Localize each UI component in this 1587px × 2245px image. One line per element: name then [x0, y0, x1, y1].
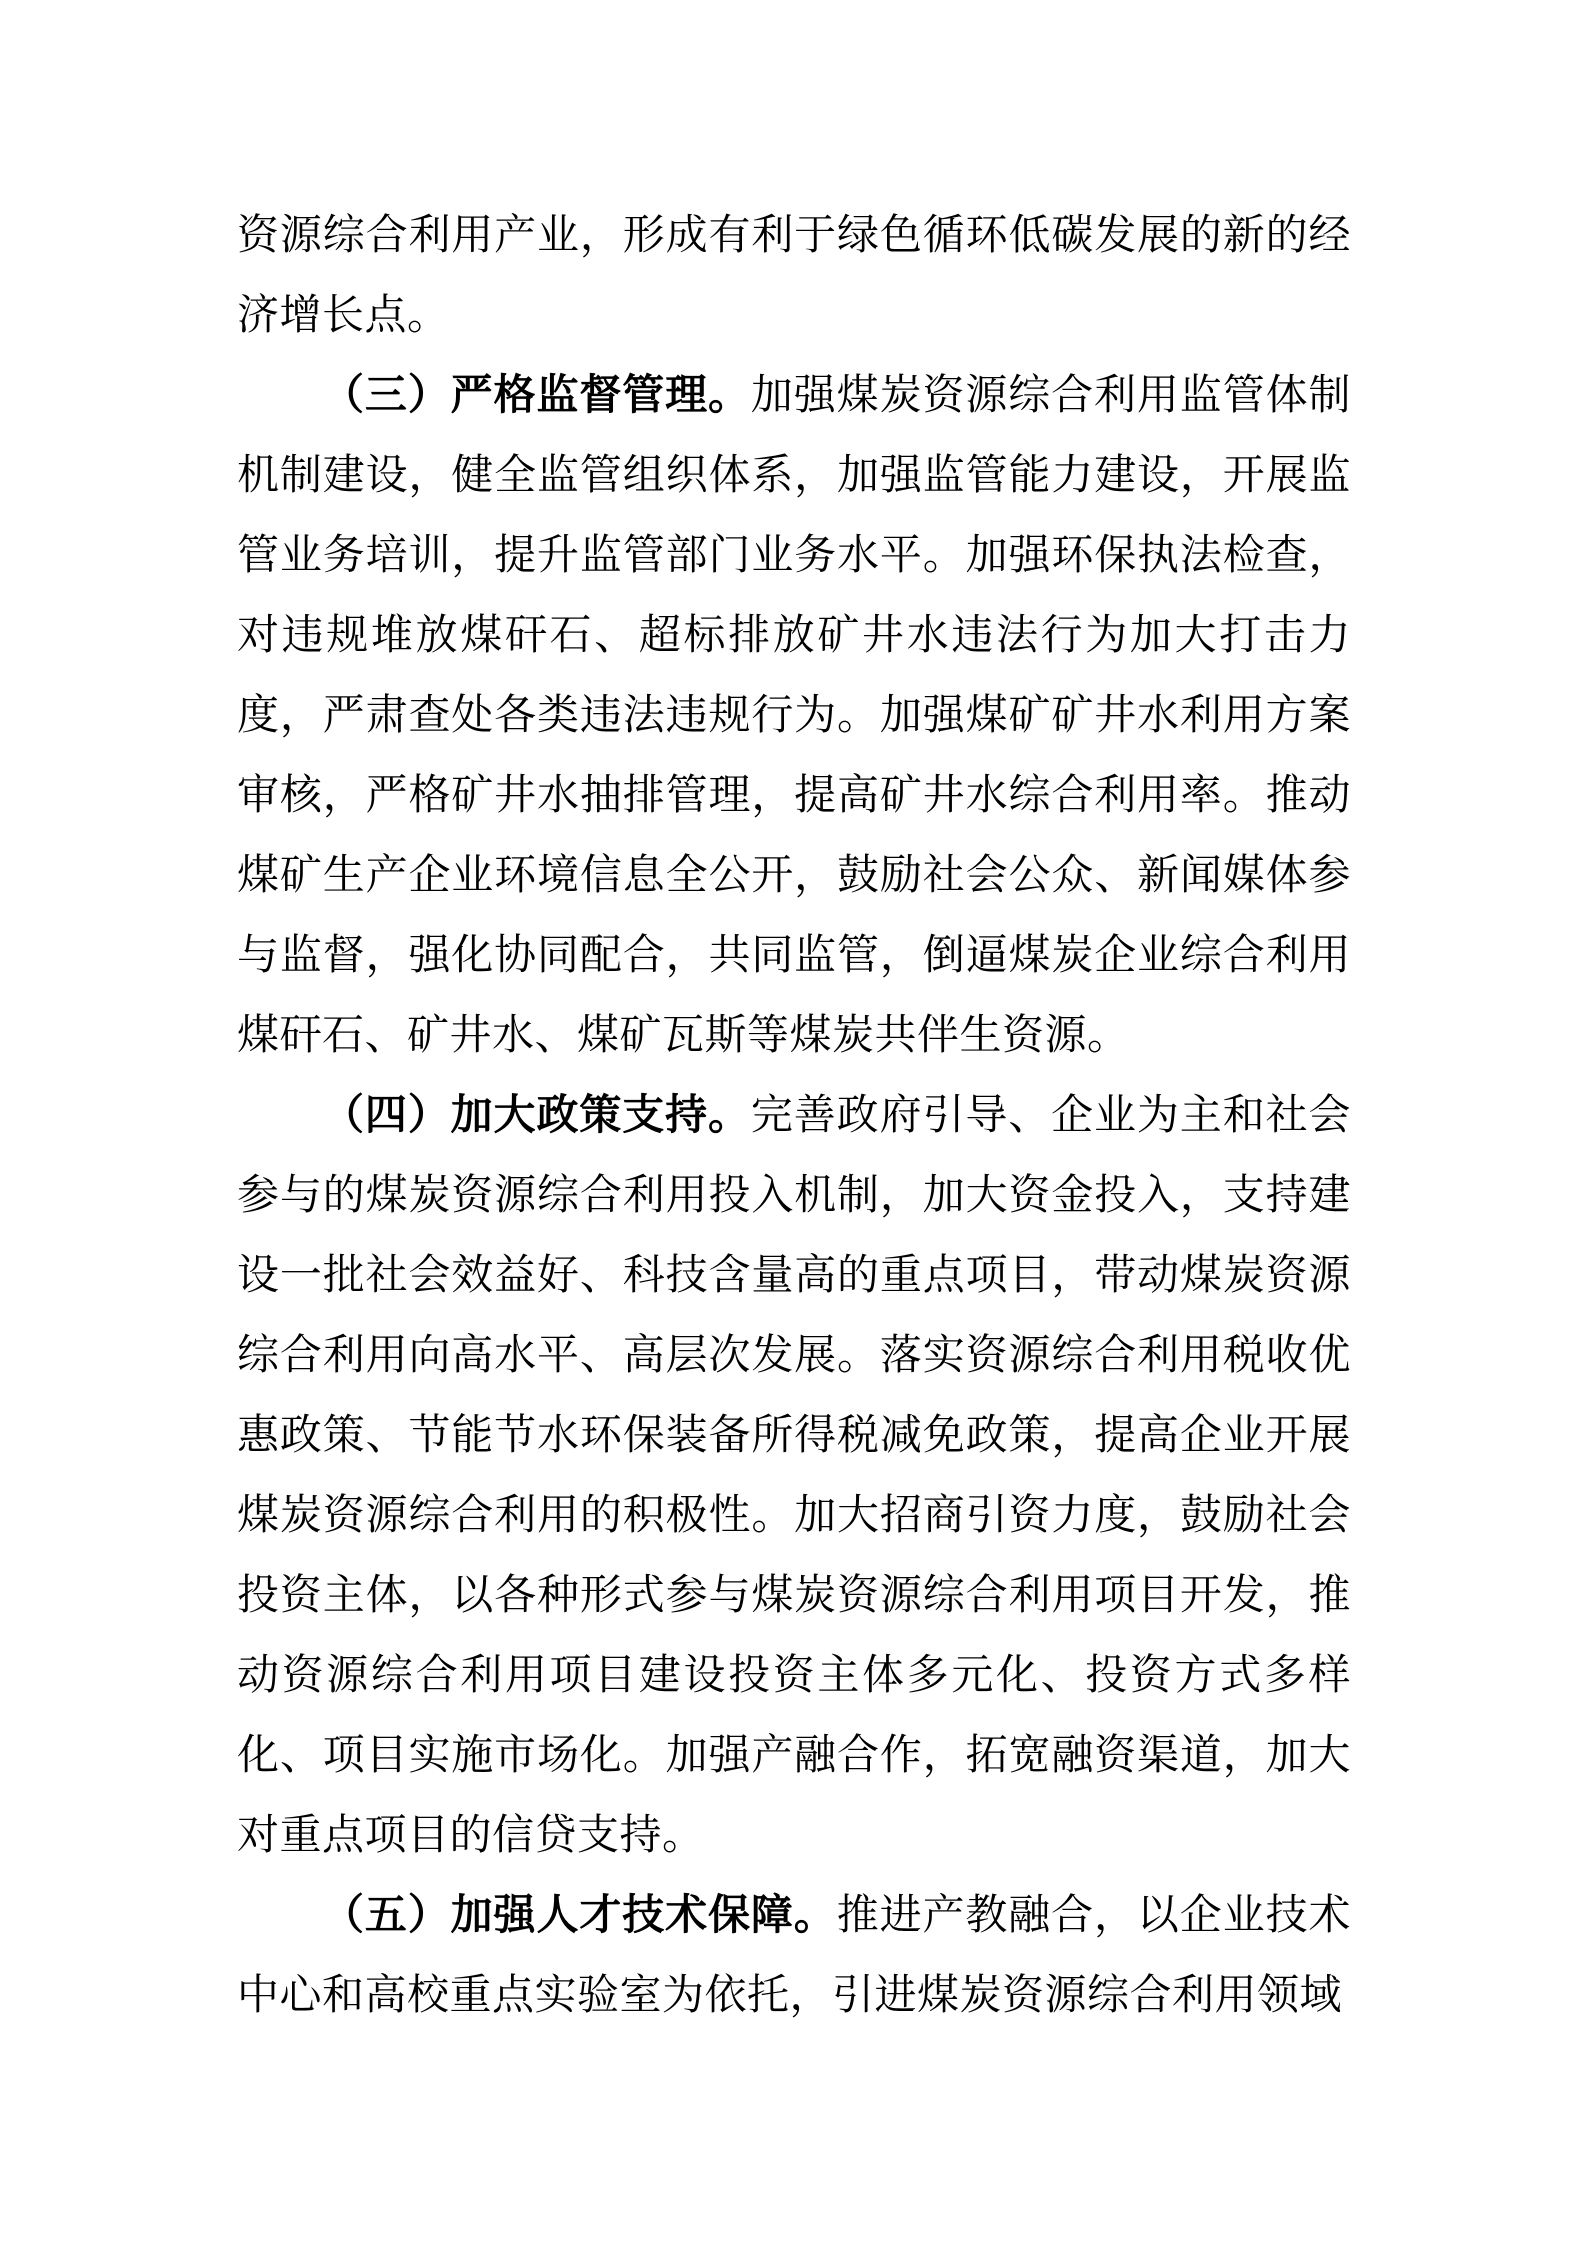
- paragraph-section-4: [237, 1076, 1351, 1876]
- section-heading-4: （四）加大政策支持。: [322, 1093, 751, 1139]
- section-heading-5: （五）加强人才技术保障。: [322, 1893, 837, 1939]
- paragraph-text: 加强煤炭资源综合利用监管体制机制建设，健全监管组织体系，加强监管能力建设，开展监管业务培训，提升监管部门业务水平。加强环保执法检查，对违规堆放煤矸石、超标排放矿井水违法行为加大打击力度，严肃查处各类违法违规行为。加强煤矿矿井水利用方案审核，严格矿井水抽排管理，提高矿井水综合利用率。推动煤矿生产企业环境信息全公开，鼓励社会公众、新闻媒体参与监督，强化协同配合，共同监管，倒逼煤炭企业综合利用煤矸石、矿井水、煤矿瓦斯等煤炭共伴生资源。: [237, 373, 1351, 1059]
- paragraph-text: 完善政府引导、企业为主和社会参与的煤炭资源综合利用投入机制，加大资金投入，支持建设一批社会效益好、科技含量高的重点项目，带动煤炭资源综合利用向高水平、高层次发展。落实资源综合利用税收优惠政策、节能节水环保装备所得税减免政策，提高企业开展煤炭资源综合利用的积极性。加大招商引资力度，鼓励社会投资主体，以各种形式参与煤炭资源综合利用项目开发，推动资源综合利用项目建设投资主体多元化、投资方式多样化、项目实施市场化。加强产融合作，拓宽融资渠道，加大对重点项目的信贷支持。: [237, 1093, 1351, 1859]
- paragraph-section-3: [237, 356, 1351, 1076]
- section-heading-3: （三）严格监督管理。: [322, 373, 751, 419]
- paragraph-section-5: [237, 1876, 1351, 2036]
- paragraph-continuation: [237, 196, 1351, 356]
- paragraph-text: 资源综合利用产业，形成有利于绿色循环低碳发展的新的经济增长点。: [237, 213, 1351, 339]
- paragraph-text: 推进产教融合，以企业技术中心和高校重点实验室为依托，引进煤炭资源综合利用领域: [237, 1893, 1351, 2019]
- document-body: [237, 196, 1351, 2036]
